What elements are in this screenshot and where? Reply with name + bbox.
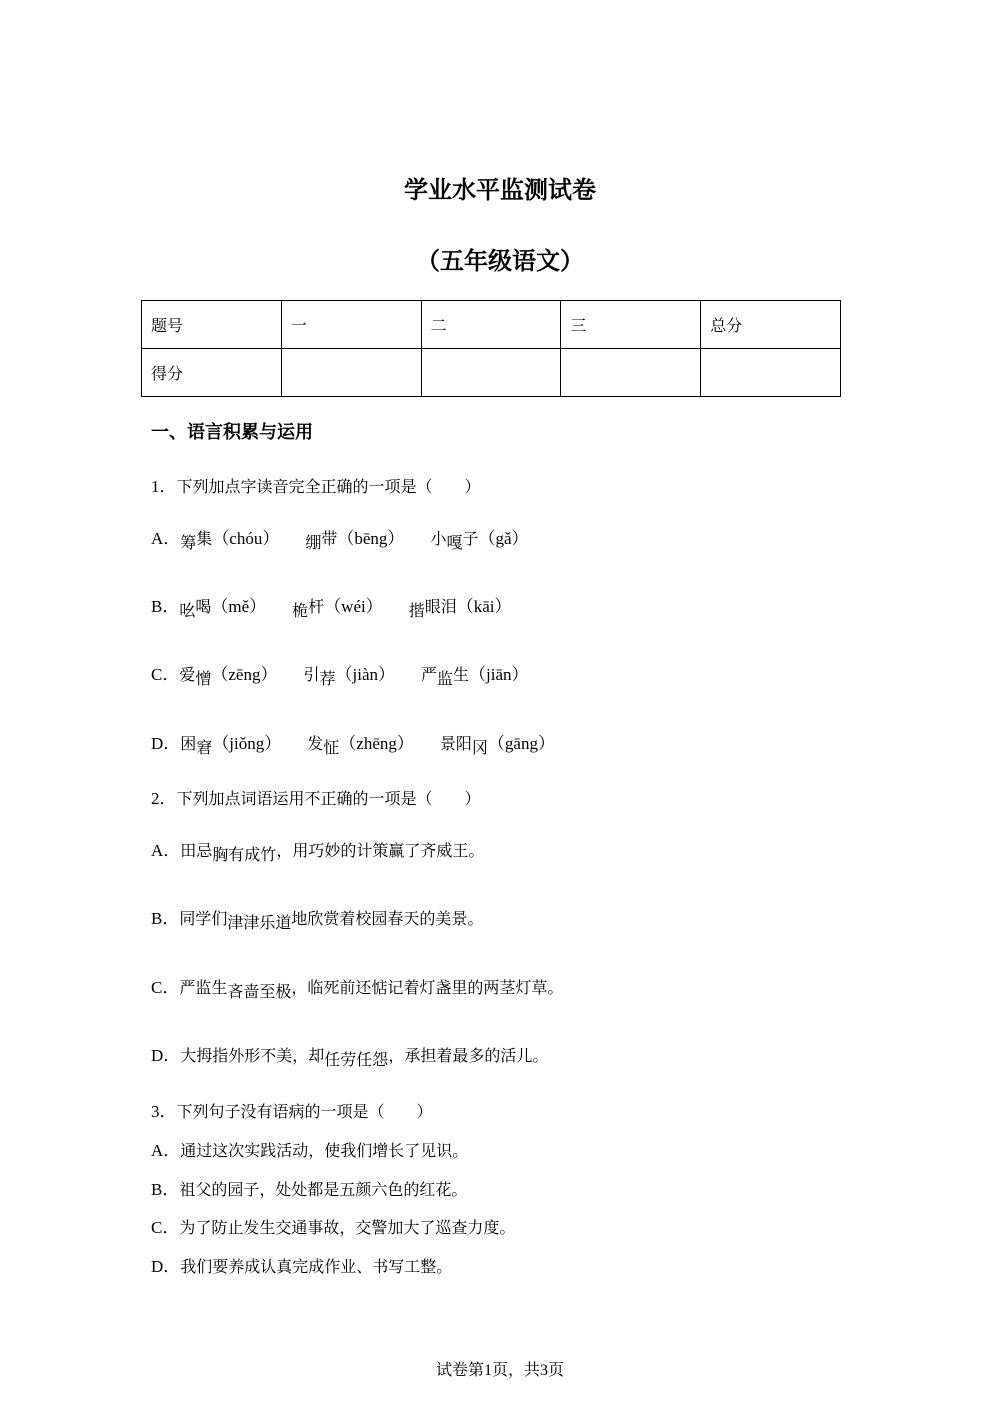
dotted-term: 任劳任怨 bbox=[324, 1050, 389, 1069]
pinyin: （kāi） bbox=[456, 597, 512, 616]
score-input-cell[interactable] bbox=[561, 349, 701, 397]
word-text: 生 bbox=[453, 665, 470, 684]
option-c[interactable] bbox=[151, 973, 564, 1001]
option-text: 通过这次实践活动，使我们增长了见识。 bbox=[180, 1141, 469, 1160]
question-text: 下列加点字读音完全正确的一项是（ ） bbox=[176, 477, 481, 496]
option-b[interactable] bbox=[151, 592, 512, 620]
word-text: 杆 bbox=[308, 597, 325, 616]
option-text: 我们要养成认真完成作业、书写工整。 bbox=[180, 1257, 453, 1276]
option-text: ，用巧妙的计策赢了齐威王。 bbox=[276, 841, 485, 860]
option-text: 大拇指外形不美，却 bbox=[180, 1046, 325, 1065]
option-text: 严监生 bbox=[179, 978, 228, 997]
word-text: 带 bbox=[321, 529, 338, 548]
score-table-cell: 二 bbox=[421, 301, 561, 349]
score-table-cell: 三 bbox=[561, 301, 701, 349]
option-letter: B． bbox=[151, 909, 180, 928]
option-text: 为了防止发生交通事故，交警加大了巡查力度。 bbox=[179, 1218, 516, 1237]
option-letter: D． bbox=[151, 1046, 181, 1065]
option-letter: A． bbox=[151, 1141, 181, 1160]
option-letter: A． bbox=[151, 841, 181, 860]
dotted-char: 绷 bbox=[305, 533, 322, 552]
dotted-term: 津津乐道 bbox=[227, 913, 292, 932]
pinyin: （zhēng） bbox=[339, 734, 414, 753]
score-table-cell: 总分 bbox=[701, 301, 841, 349]
question-3-stem bbox=[151, 1097, 433, 1122]
dotted-char: 冈 bbox=[471, 738, 488, 757]
option-b[interactable] bbox=[151, 1175, 467, 1200]
dotted-term: 吝啬至极 bbox=[227, 982, 292, 1001]
dotted-char: 怔 bbox=[323, 738, 340, 757]
option-d[interactable] bbox=[151, 729, 555, 757]
word-text: 发 bbox=[307, 734, 324, 753]
word-text: 景阳 bbox=[439, 734, 472, 753]
option-a[interactable] bbox=[151, 836, 485, 864]
score-input-cell[interactable] bbox=[281, 349, 421, 397]
dotted-char: 窘 bbox=[196, 738, 213, 757]
option-text: ，承担着最多的活儿。 bbox=[388, 1046, 549, 1065]
word-text: 爱 bbox=[179, 665, 196, 684]
score-input-cell[interactable] bbox=[701, 349, 841, 397]
word-text: 集 bbox=[196, 529, 213, 548]
score-table-header-row bbox=[142, 301, 841, 349]
question-1-stem bbox=[151, 472, 481, 497]
pinyin: （mě） bbox=[211, 597, 267, 616]
word-text: 子 bbox=[462, 529, 479, 548]
question-text: 下列加点词语运用不正确的一项是（ ） bbox=[176, 789, 481, 808]
score-table-cell: 得分 bbox=[142, 349, 282, 397]
option-letter: C． bbox=[151, 978, 180, 997]
option-a[interactable] bbox=[151, 1136, 468, 1161]
page-number: 1 bbox=[483, 1362, 492, 1379]
footer-text: 页，共 bbox=[491, 1360, 540, 1379]
word-text: 严 bbox=[421, 665, 438, 684]
option-text: ，临死前还惦记着灯盏里的两茎灯草。 bbox=[291, 978, 564, 997]
question-text: 下列句子没有语病的一项是（ ） bbox=[176, 1102, 433, 1121]
pinyin: （gǎ） bbox=[478, 529, 529, 548]
page-total: 3 bbox=[540, 1362, 548, 1379]
option-letter: B． bbox=[151, 1180, 180, 1199]
option-a[interactable] bbox=[151, 524, 529, 552]
option-d[interactable] bbox=[151, 1041, 549, 1069]
exam-title: 学业水平监测试卷 bbox=[404, 176, 596, 204]
word-text: 引 bbox=[303, 665, 320, 684]
word-text: 小 bbox=[430, 529, 447, 548]
dotted-char: 桅 bbox=[292, 601, 309, 620]
pinyin: （wéi） bbox=[324, 597, 383, 616]
dotted-char: 吆 bbox=[179, 601, 196, 620]
footer-text: 试卷第 bbox=[435, 1360, 484, 1379]
dotted-char: 揩 bbox=[408, 601, 425, 620]
option-letter: C． bbox=[151, 665, 180, 684]
dotted-term: 胸有成竹 bbox=[212, 845, 277, 864]
footer-text: 页 bbox=[548, 1360, 565, 1379]
question-number: 2． bbox=[151, 789, 177, 808]
score-input-cell[interactable] bbox=[421, 349, 561, 397]
word-text: 喝 bbox=[195, 597, 212, 616]
question-2-stem bbox=[151, 784, 481, 809]
score-table-cell: 一 bbox=[281, 301, 421, 349]
option-c[interactable] bbox=[151, 660, 529, 688]
dotted-char: 筹 bbox=[180, 533, 197, 552]
dotted-char: 荐 bbox=[319, 669, 336, 688]
option-d[interactable] bbox=[151, 1252, 452, 1277]
pinyin: （jiān） bbox=[469, 665, 529, 684]
option-text: 祖父的园子，处处都是五颜六色的红花。 bbox=[179, 1180, 468, 1199]
dotted-char: 憎 bbox=[195, 669, 212, 688]
pinyin: （chóu） bbox=[212, 529, 280, 548]
word-text: 眼泪 bbox=[424, 597, 457, 616]
dotted-char: 监 bbox=[437, 669, 454, 688]
question-number: 3． bbox=[151, 1102, 177, 1121]
score-table-cell: 题号 bbox=[142, 301, 282, 349]
word-text: 困 bbox=[180, 734, 197, 753]
option-letter: D． bbox=[151, 1257, 181, 1276]
option-text: 地欣赏着校园春天的美景。 bbox=[291, 909, 484, 928]
pinyin: （jiǒng） bbox=[212, 734, 282, 753]
pinyin: （bēng） bbox=[337, 529, 405, 548]
score-table-score-row bbox=[142, 349, 841, 397]
option-letter: C． bbox=[151, 1218, 180, 1237]
option-letter: B． bbox=[151, 597, 180, 616]
pinyin: （gāng） bbox=[487, 734, 555, 753]
section-heading: 一、语言积累与运用 bbox=[151, 422, 313, 443]
dotted-char: 嘎 bbox=[446, 533, 463, 552]
pinyin: （jiàn） bbox=[335, 665, 395, 684]
score-table bbox=[141, 300, 841, 397]
option-b[interactable] bbox=[151, 904, 484, 932]
option-letter: D． bbox=[151, 734, 181, 753]
option-text: 田忌 bbox=[180, 841, 213, 860]
question-number: 1． bbox=[151, 477, 177, 496]
pinyin: （zēng） bbox=[211, 665, 278, 684]
option-letter: A． bbox=[151, 529, 181, 548]
page-footer bbox=[0, 1357, 1000, 1380]
option-text: 同学们 bbox=[179, 909, 228, 928]
exam-subtitle: （五年级语文） bbox=[416, 247, 584, 275]
option-c[interactable] bbox=[151, 1213, 515, 1238]
